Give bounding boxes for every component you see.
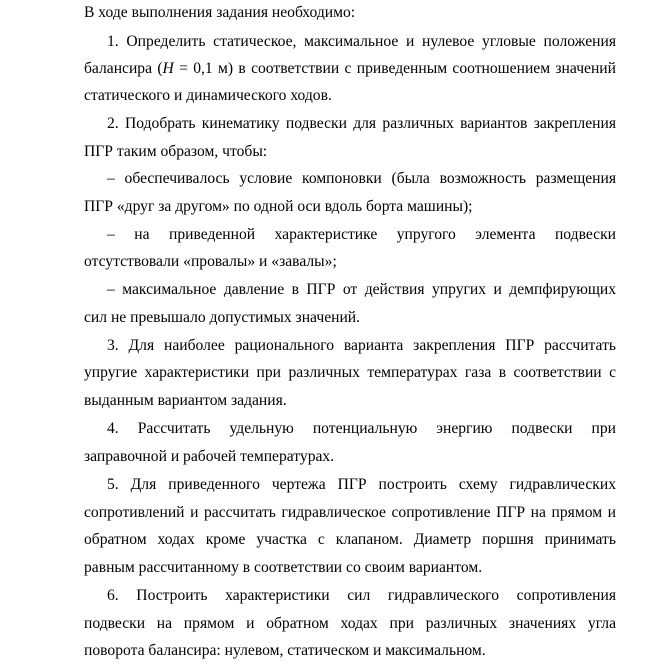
subitem-3-line-2: сил не превышало допустимых значений. [84, 309, 361, 326]
item-3-line-2: упругие характеристики при различных температурах газа в соответствии с [84, 364, 616, 381]
item-2-line-2: ПГР таким образом, чтобы: [84, 143, 268, 160]
height-variable: H [162, 60, 174, 77]
subitem-3-line-1: – максимальное давление в ПГР от действия упругих и демпфирующих [107, 281, 616, 298]
item-2-line-1: 2. Подобрать кинематику подвески для различных вариантов закрепления [107, 115, 616, 132]
item-1-line-2-after: = 0,1 м) в соответствии с приведенным соотношением значений [173, 60, 616, 77]
item-5-line-4: равным рассчитанному в соответствии со своим вариантом. [84, 559, 483, 576]
item-5-line-1: 5. Для приведенного чертежа ПГР построить схему гидравлических [107, 476, 616, 493]
item-1-line-2 [84, 59, 616, 79]
item-5-line-2: сопротивлений и рассчитать гидравлическое сопротивление ПГР на прямом и [84, 504, 616, 521]
item-6-line-3: поворота балансира: нулевом, статическом и максимальном. [84, 642, 486, 659]
item-3-line-1: 3. Для наиболее рационального варианта закрепления ПГР рассчитать [107, 337, 616, 354]
subitem-2-line-2: отсутствовали «провалы» и «завалы»; [84, 253, 337, 270]
item-5-line-3: обратном ходах кроме участка с клапаном. Диаметр поршня принимать [84, 531, 616, 548]
item-6-line-1: 6. Построить характеристики сил гидравлического сопротивления [107, 587, 616, 604]
item-4-line-2: заправочной и рабочей температурах. [84, 448, 335, 465]
item-1-line-3: статического и динамического ходов. [84, 87, 332, 104]
item-6-line-2: подвески на прямом и обратном ходах при различных значениях угла [84, 615, 616, 632]
subitem-1-line-1: – обеспечивалось условие компоновки (была возможность размещения [107, 170, 616, 187]
item-1-line-1: 1. Определить статическое, максимальное и нулевое угловые положения [107, 33, 616, 50]
item-3-line-3: выданным вариантом задания. [84, 392, 287, 409]
subitem-2-line-1: – на приведенной характеристике упругого элемента подвески [107, 226, 616, 243]
subitem-1-line-2: ПГР «друг за другом» по одной оси вдоль борта машины); [84, 198, 473, 215]
item-1-line-2-before: балансира ( [84, 60, 163, 77]
item-4-line-1: 4. Рассчитать удельную потенциальную энергию подвески при [107, 420, 616, 437]
intro-line: В ходе выполнения задания необходимо: [84, 4, 356, 21]
